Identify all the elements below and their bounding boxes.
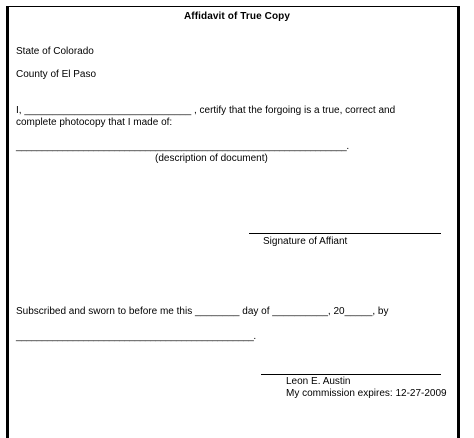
signature-line xyxy=(249,233,441,234)
sworn-line: Subscribed and sworn to before me this ________ day of __________, 20_____, by xyxy=(16,306,389,317)
document-title: Affidavit of True Copy xyxy=(183,11,291,22)
notary-name: Leon E. Austin xyxy=(286,376,351,387)
signature-caption: Signature of Affiant xyxy=(263,236,348,247)
by-blank: ______________________________________________. xyxy=(16,331,256,342)
county-line: County of El Paso xyxy=(16,69,97,80)
notary-signature-line xyxy=(261,374,441,375)
description-blank: ________________________________________________________________. xyxy=(16,141,349,152)
state-line: State of Colorado xyxy=(16,46,94,57)
certify-line-2: complete photocopy that I made of: xyxy=(16,117,173,128)
certify-line-1: I, ______________________________ , certify that the forgoing is a true, correct and xyxy=(16,105,396,116)
commission-expiry: My commission expires: 12-27-2009 xyxy=(286,388,447,399)
description-caption: (description of document) xyxy=(155,153,268,164)
